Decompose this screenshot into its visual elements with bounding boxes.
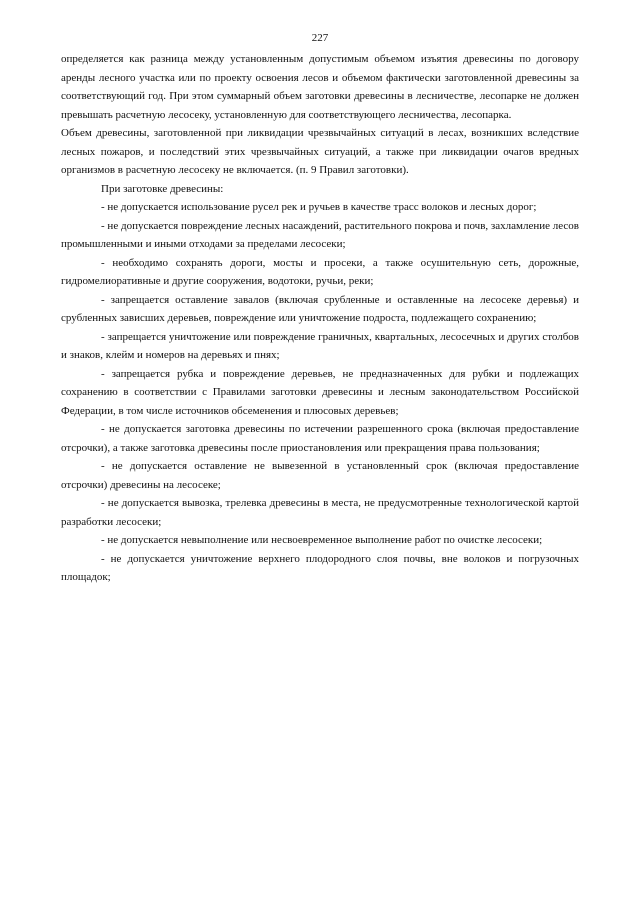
list-item: - запрещается оставление завалов (включая срубленные и оставленные на лесосеке деревья) и срубленных зависших деревьев, повреждение или уничтожение подроста, подлежащего сохранению; <box>61 293 579 324</box>
paragraph: определяется как разница между установленным допустимым объемом изъятия древесины по договору аренды лесного участка или по проекту освоения лесов и объемом фактически заготовленной древесины за соответствующий год. При этом суммарный объем заготовки древесины в лесничестве, лесопарке не должен превышать расчетную лесосеку, установленную для соответствующего лесничества, лесопарка. <box>61 53 579 121</box>
list-item: - не допускается заготовка древесины по истечении разрешенного срока (включая предоставление отсрочки), а также заготовка древесины после приостановления или прекращения права пользования; <box>61 423 579 454</box>
list-item: - не допускается использование русел рек и ручьев в качестве трасс волоков и лесных дорог; <box>101 201 537 213</box>
list-item: - не допускается вывозка, трелевка древесины в места, не предусмотренные технологической картой разработки лесосеки; <box>61 497 579 528</box>
list-item: - необходимо сохранять дороги, мосты и просеки, а также осушительную сеть, дорожные, гидромелиоративные и другие сооружения, водотоки, ручьи, реки; <box>61 256 579 287</box>
list-intro: При заготовке древесины: <box>101 182 224 195</box>
page-body <box>61 50 579 587</box>
list-item: - не допускается оставление не вывезенной в установленный срок (включая предоставление отсрочки) древесины на лесосеке; <box>61 460 579 491</box>
list-item: - не допускается невыполнение или несвоевременное выполнение работ по очистке лесосеки; <box>101 534 543 546</box>
list-item: - не допускается уничтожение верхнего плодородного слоя почвы, вне волоков и погрузочных площадок; <box>61 552 579 583</box>
list-item: - не допускается повреждение лесных насаждений, растительного покрова и почв, захламление лесов промышленными и иными отходами за пределами лесосеки; <box>61 219 579 250</box>
page-number: 227 <box>311 32 329 44</box>
paragraph: Объем древесины, заготовленной при ликвидации чрезвычайных ситуаций в лесах, возникших вследствие лесных пожаров, и последствий этих чрезвычайных ситуаций, а также при ликвидации очагов вредных организмов в расчетную лесосеку не включается. (п. 9 Правил заготовки). <box>61 127 579 176</box>
list-item: - запрещается уничтожение или повреждение граничных, квартальных, лесосечных и других столбов и знаков, клейм и номеров на деревьях и пнях; <box>61 330 579 361</box>
list-item: - запрещается рубка и повреждение деревьев, не предназначенных для рубки и подлежащих сохранению в соответствии с Правилами заготовки древесины и лесным законодательством Российской Федерации, в том числе источников обсеменения и плюсовых деревьев; <box>61 367 579 417</box>
